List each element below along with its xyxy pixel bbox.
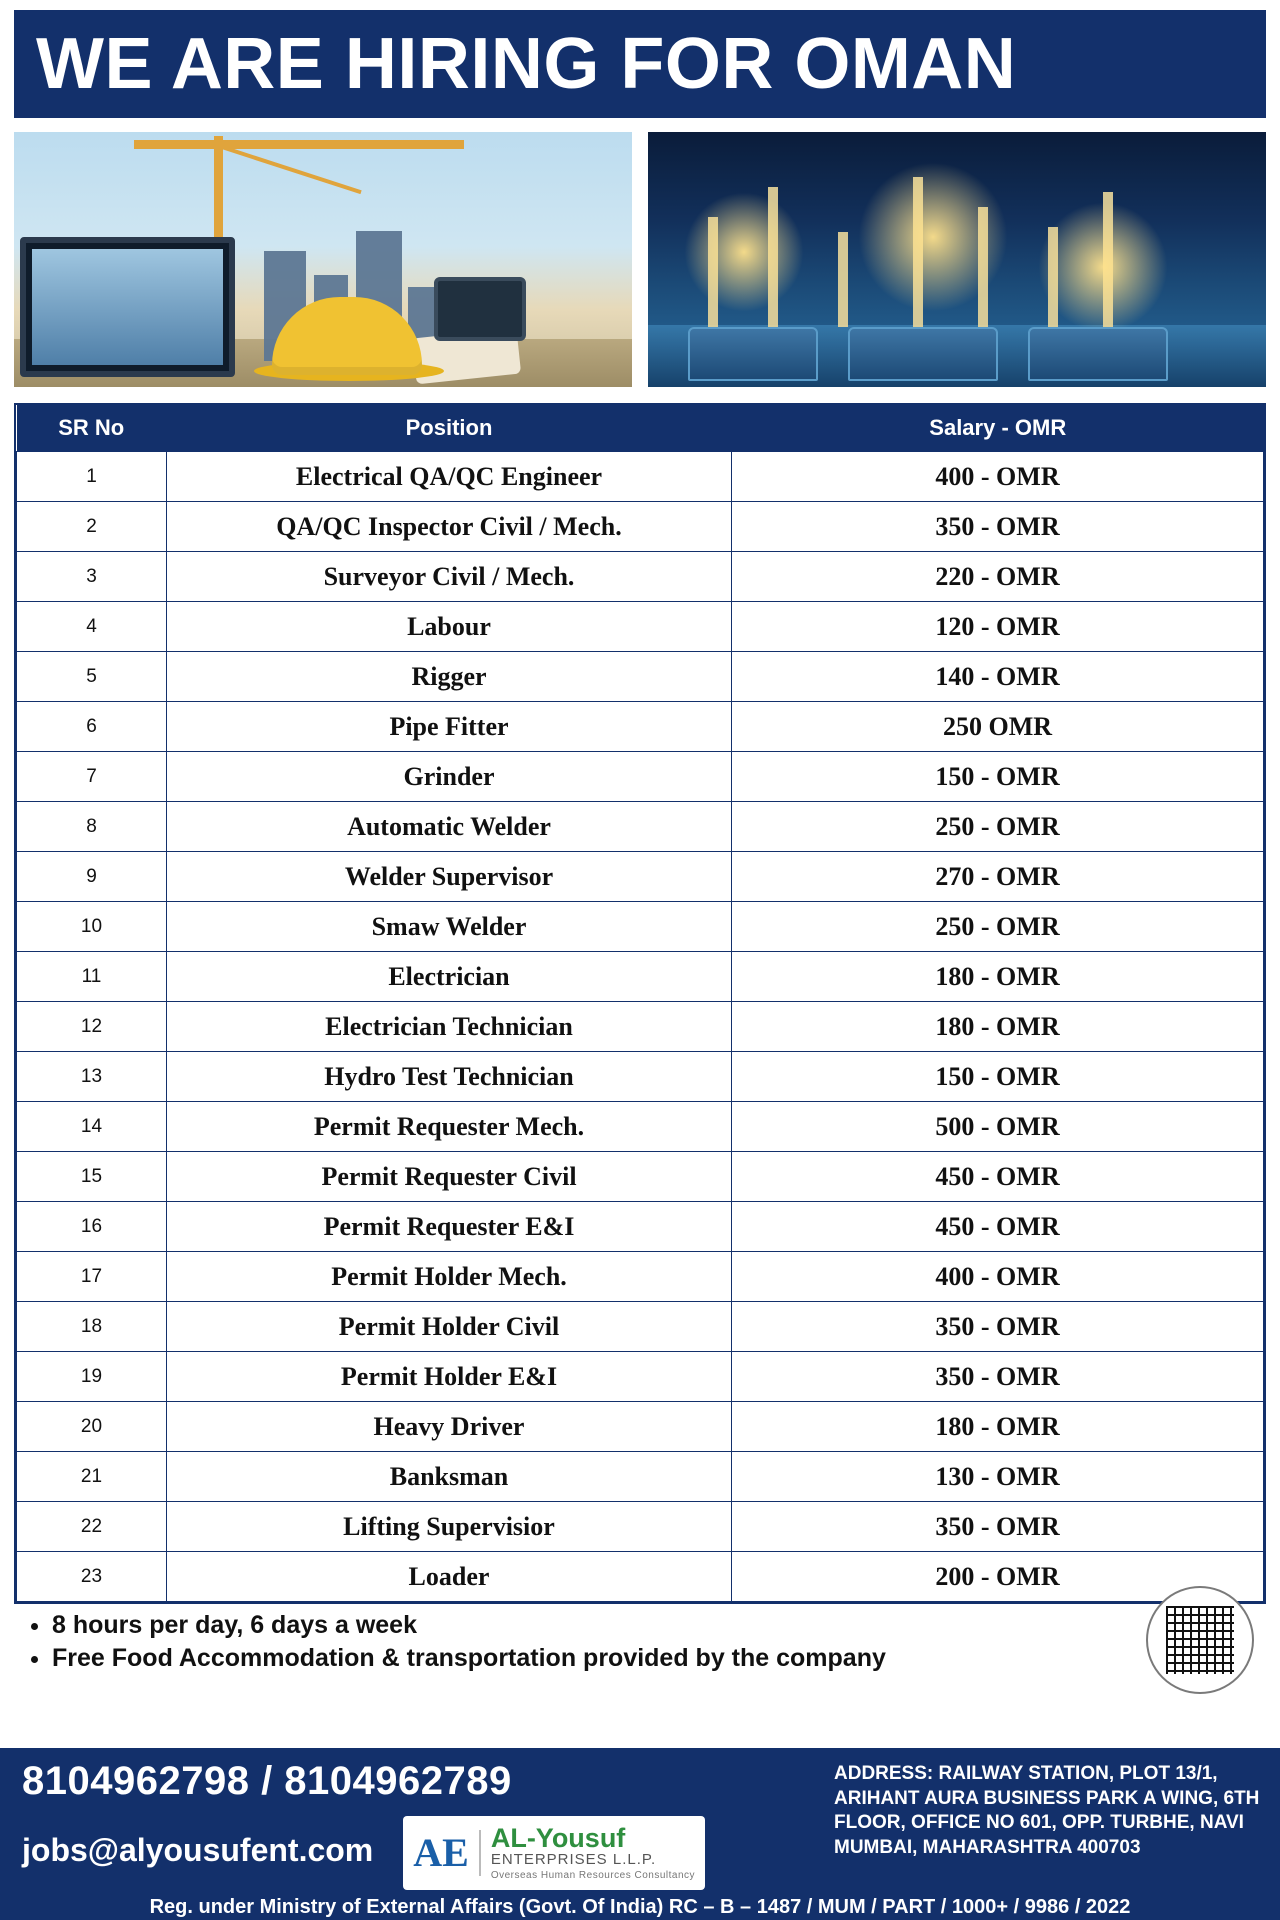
footer-contact-block — [16, 1760, 705, 1890]
cell-position: Smaw Welder — [167, 902, 732, 952]
cell-position: Permit Holder Mech. — [167, 1252, 732, 1302]
column-header-salary: Salary - OMR — [732, 405, 1264, 452]
cell-sr: 14 — [17, 1102, 167, 1152]
table-row — [17, 852, 1264, 902]
cell-salary: 450 - OMR — [732, 1202, 1264, 1252]
company-logo — [403, 1816, 705, 1890]
cell-salary: 250 OMR — [732, 702, 1264, 752]
note-item: • 8 hours per day, 6 days a week — [52, 1610, 1126, 1641]
cell-position: Electrical QA/QC Engineer — [167, 452, 732, 502]
table-row — [17, 1252, 1264, 1302]
cell-position: Welder Supervisor — [167, 852, 732, 902]
storage-tank-decor — [688, 327, 818, 381]
table-row — [17, 752, 1264, 802]
cell-sr: 11 — [17, 952, 167, 1002]
table-row — [17, 1402, 1264, 1452]
cell-sr: 5 — [17, 652, 167, 702]
cell-sr: 9 — [17, 852, 167, 902]
cell-position: QA/QC Inspector Civil / Mech. — [167, 502, 732, 552]
cell-position: Grinder — [167, 752, 732, 802]
cell-sr: 22 — [17, 1502, 167, 1552]
cell-salary: 350 - OMR — [732, 1502, 1264, 1552]
cell-sr: 10 — [17, 902, 167, 952]
storage-tank-decor — [1028, 327, 1168, 381]
cell-sr: 13 — [17, 1052, 167, 1102]
stack-decor — [838, 232, 848, 327]
table-row — [17, 952, 1264, 1002]
cell-position: Permit Requester Mech. — [167, 1102, 732, 1152]
phone-numbers[interactable]: 8104962798 / 8104962789 — [22, 1759, 512, 1803]
storage-tank-decor — [848, 327, 998, 381]
table-row — [17, 1052, 1264, 1102]
cell-salary: 400 - OMR — [732, 452, 1264, 502]
table-row — [17, 552, 1264, 602]
cell-salary: 220 - OMR — [732, 552, 1264, 602]
table-row — [17, 1552, 1264, 1602]
table-row — [17, 602, 1264, 652]
cell-position: Permit Requester Civil — [167, 1152, 732, 1202]
light-glow-decor — [858, 162, 1008, 312]
footer-contact-bar — [0, 1748, 1280, 1920]
cell-salary: 350 - OMR — [732, 502, 1264, 552]
tablet-decor — [434, 277, 526, 341]
header-banner — [14, 10, 1266, 118]
cell-position: Electrician — [167, 952, 732, 1002]
benefits-notes — [26, 1610, 1126, 1675]
cell-sr: 19 — [17, 1352, 167, 1402]
cell-sr: 16 — [17, 1202, 167, 1252]
cell-sr: 8 — [17, 802, 167, 852]
cell-salary: 500 - OMR — [732, 1102, 1264, 1152]
cell-position: Lifting Supervisior — [167, 1502, 732, 1552]
cell-position: Automatic Welder — [167, 802, 732, 852]
note-item: • Free Food Accommodation & transportation provided by the company — [52, 1643, 1126, 1674]
monitor-decor — [20, 237, 235, 377]
cell-salary: 150 - OMR — [732, 752, 1264, 802]
page-title: WE ARE HIRING FOR OMAN — [36, 24, 1017, 104]
cell-sr: 18 — [17, 1302, 167, 1352]
email-address[interactable]: jobs@alyousufent.com — [22, 1831, 374, 1868]
cell-salary: 150 - OMR — [732, 1052, 1264, 1102]
cell-sr: 2 — [17, 502, 167, 552]
qr-code-icon[interactable] — [1146, 1586, 1254, 1694]
column-header-sr-no: SR No — [17, 405, 167, 452]
cell-salary: 250 - OMR — [732, 902, 1264, 952]
table-row — [17, 1452, 1264, 1502]
table-row — [17, 1002, 1264, 1052]
cell-sr: 1 — [17, 452, 167, 502]
table-row — [17, 1502, 1264, 1552]
table-row — [17, 502, 1264, 552]
cell-salary: 450 - OMR — [732, 1152, 1264, 1202]
table-row — [17, 1102, 1264, 1152]
table-row — [17, 1302, 1264, 1352]
crane-jib-decor — [134, 140, 464, 149]
jobs-table-body — [17, 452, 1264, 1602]
crane-cable-decor — [218, 144, 362, 194]
cell-sr: 3 — [17, 552, 167, 602]
table-row — [17, 652, 1264, 702]
cell-position: Permit Requester E&I — [167, 1202, 732, 1252]
cell-position: Electrician Technician — [167, 1002, 732, 1052]
cell-salary: 120 - OMR — [732, 602, 1264, 652]
cell-salary: 350 - OMR — [732, 1302, 1264, 1352]
cell-sr: 21 — [17, 1452, 167, 1502]
table-row — [17, 1152, 1264, 1202]
cell-position: Hydro Test Technician — [167, 1052, 732, 1102]
cell-position: Pipe Fitter — [167, 702, 732, 752]
cell-salary: 400 - OMR — [732, 1252, 1264, 1302]
registration-line: Reg. under Ministry of External Affairs (Govt. Of India) RC – B – 1487 / MUM / PART / 1000+ / 9986 / 2022 — [149, 1896, 1131, 1918]
table-row — [17, 702, 1264, 752]
table-row — [17, 1352, 1264, 1402]
cell-sr: 7 — [17, 752, 167, 802]
cell-position: Labour — [167, 602, 732, 652]
qr-pattern — [1166, 1606, 1234, 1674]
office-address: ADDRESS: RAILWAY STATION, PLOT 13/1, ARIHANT AURA BUSINESS PARK A WING, 6TH FLOOR, OFFICE NO 601, OPP. TURBHE, NAVI MUMBAI, MAHARASHTRA 400703 — [834, 1763, 1260, 1859]
cell-position: Heavy Driver — [167, 1402, 732, 1452]
cell-salary: 250 - OMR — [732, 802, 1264, 852]
cell-salary: 270 - OMR — [732, 852, 1264, 902]
cell-sr: 17 — [17, 1252, 167, 1302]
logo-company-name: AL-Yousuf — [490, 1822, 626, 1853]
jobs-table-container — [14, 403, 1266, 1604]
table-header-row — [17, 405, 1264, 452]
cell-position: Permit Holder E&I — [167, 1352, 732, 1402]
cell-salary: 200 - OMR — [732, 1552, 1264, 1602]
table-row — [17, 452, 1264, 502]
light-glow-decor — [1038, 202, 1168, 332]
construction-site-photo — [14, 132, 632, 387]
cell-position: Permit Holder Civil — [167, 1302, 732, 1352]
cell-sr: 23 — [17, 1552, 167, 1602]
light-glow-decor — [684, 192, 804, 312]
cell-salary: 180 - OMR — [732, 1002, 1264, 1052]
photo-strip — [14, 132, 1266, 387]
logo-company-sub: ENTERPRISES L.L.P. — [490, 1850, 657, 1868]
refinery-night-photo — [648, 132, 1266, 387]
cell-salary: 180 - OMR — [732, 952, 1264, 1002]
logo-tagline: Overseas Human Resources Consultancy — [490, 1870, 696, 1882]
cell-sr: 4 — [17, 602, 167, 652]
cell-salary: 180 - OMR — [732, 1402, 1264, 1452]
logo-mark: AE — [413, 1830, 469, 1875]
cell-sr: 15 — [17, 1152, 167, 1202]
cell-position: Banksman — [167, 1452, 732, 1502]
table-row — [17, 802, 1264, 852]
logo-divider — [479, 1830, 481, 1876]
cell-sr: 6 — [17, 702, 167, 752]
cell-salary: 130 - OMR — [732, 1452, 1264, 1502]
column-header-position: Position — [167, 405, 732, 452]
cell-sr: 20 — [17, 1402, 167, 1452]
cell-salary: 350 - OMR — [732, 1352, 1264, 1402]
table-row — [17, 902, 1264, 952]
cell-salary: 140 - OMR — [732, 652, 1264, 702]
cell-sr: 12 — [17, 1002, 167, 1052]
jobs-table — [16, 405, 1264, 1602]
cell-position: Loader — [167, 1552, 732, 1602]
table-row — [17, 1202, 1264, 1252]
cell-position: Surveyor Civil / Mech. — [167, 552, 732, 602]
cell-position: Rigger — [167, 652, 732, 702]
